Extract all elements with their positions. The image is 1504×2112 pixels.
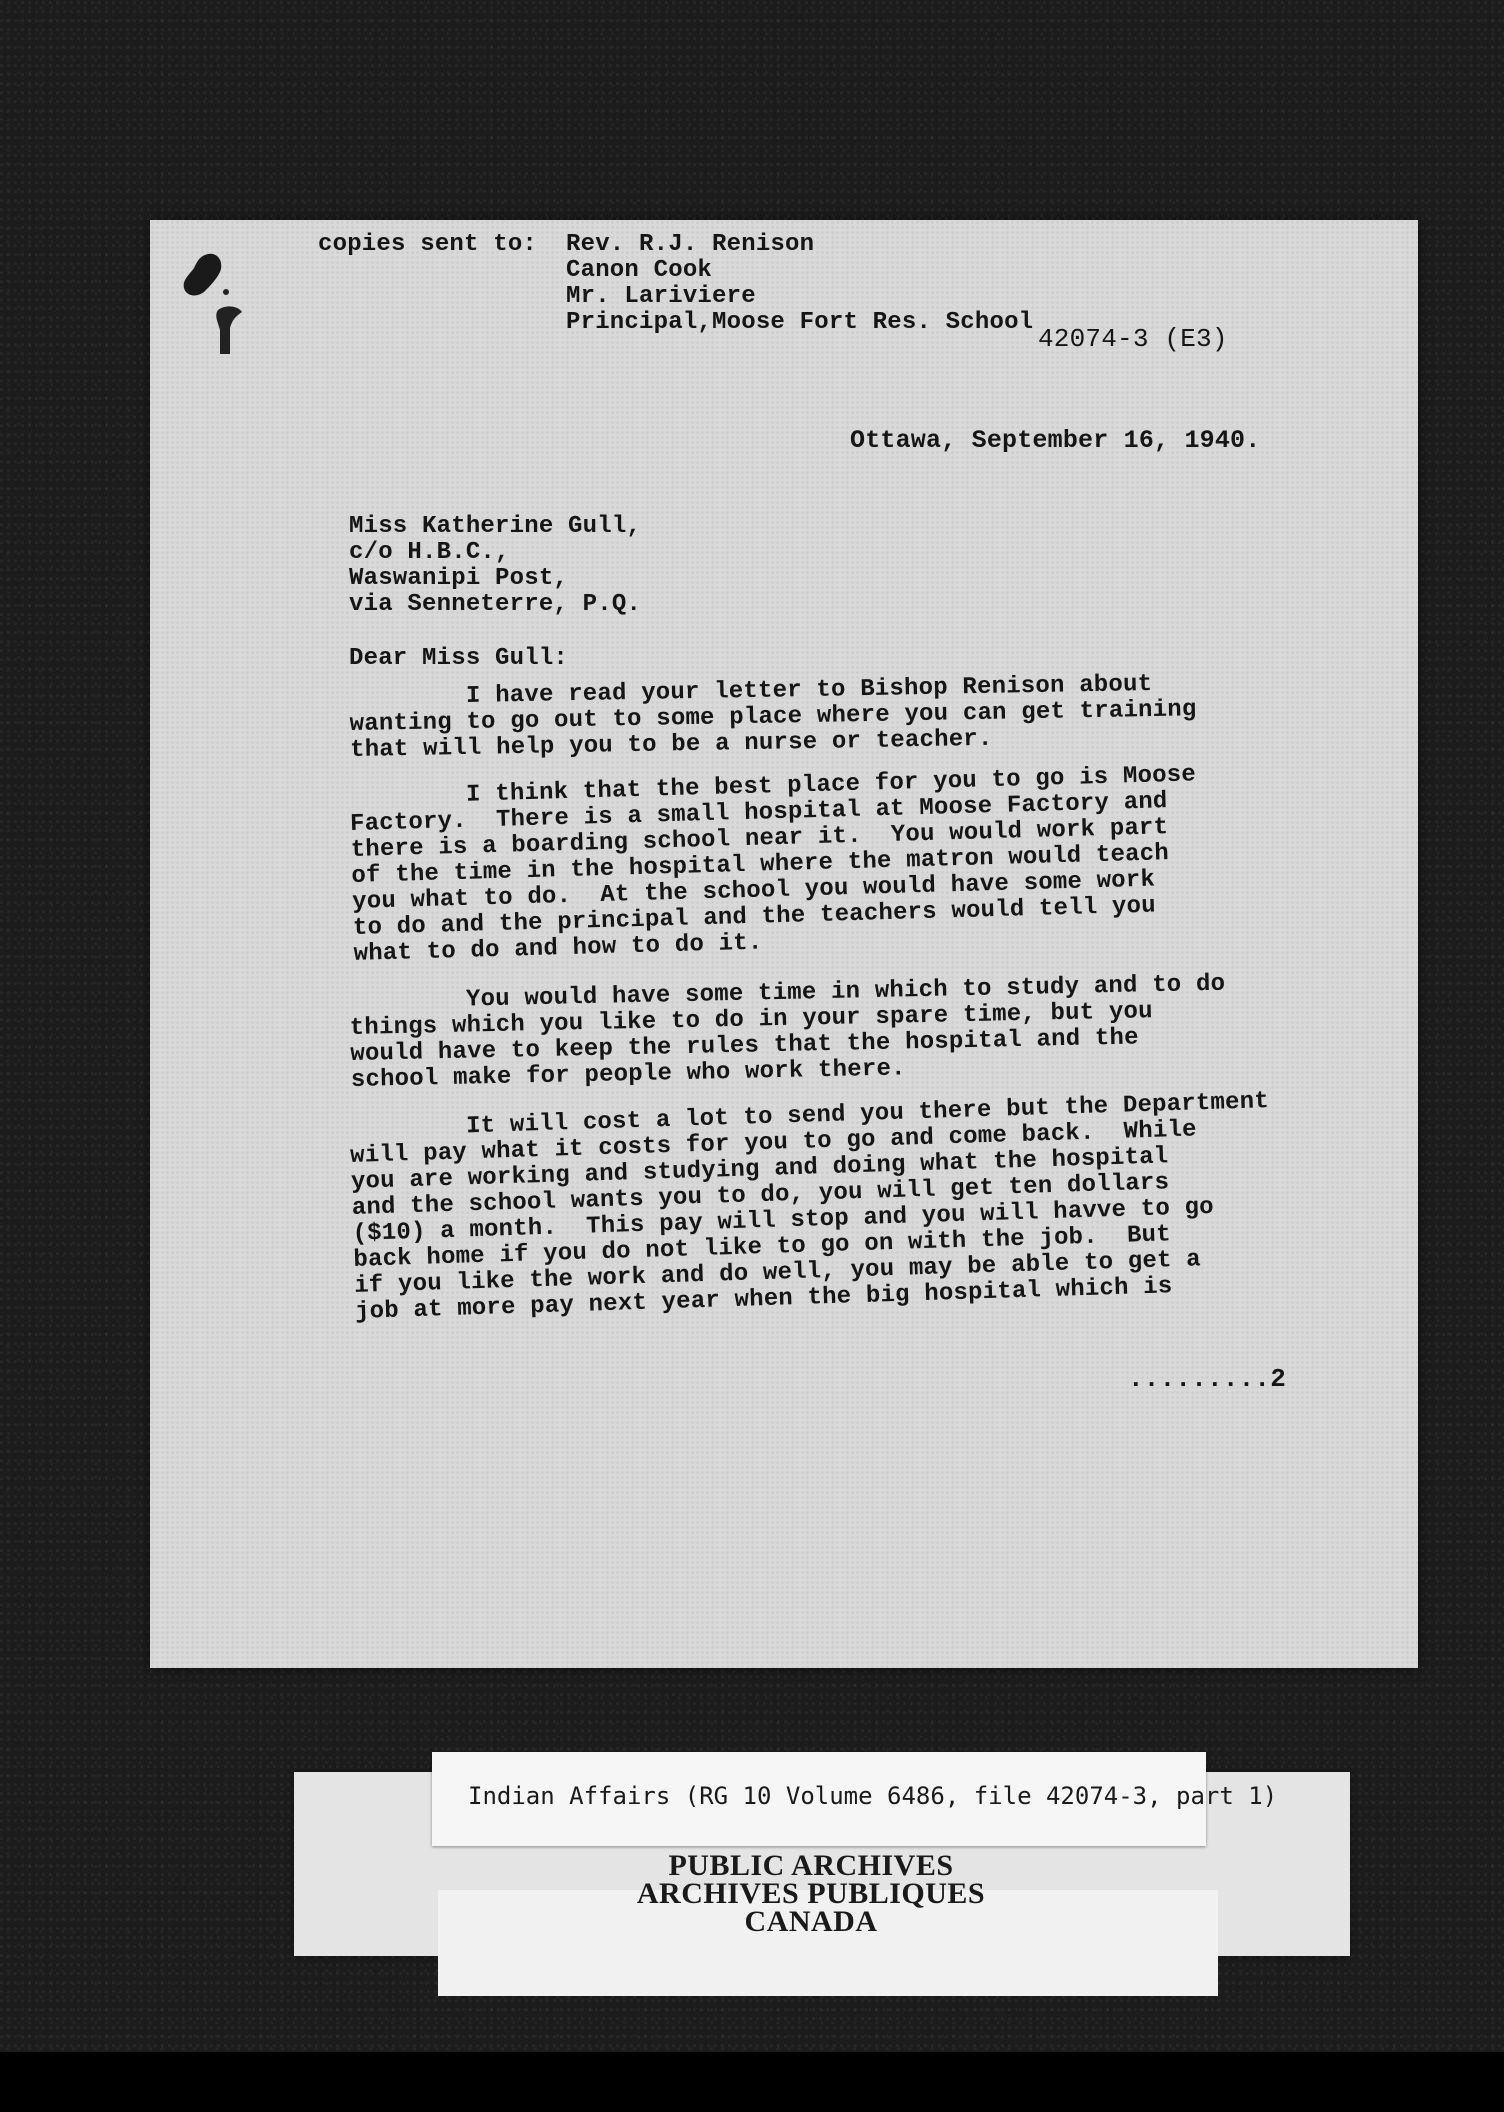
salutation: Dear Miss Gull: (349, 645, 569, 672)
copies-recipient: Mr. Lariviere (566, 283, 756, 310)
scan-border (0, 2052, 1504, 2112)
archives-stamp (596, 1849, 1026, 1938)
page-continuation-marker: .........2 (1128, 1364, 1287, 1394)
copies-recipient: Rev. R.J. Renison (566, 231, 815, 258)
copies-sent-label: copies sent to: (318, 231, 538, 258)
copies-recipient: Principal,Moose Fort Res. School (566, 309, 1034, 336)
stamp-line: ARCHIVES PUBLIQUES (636, 1877, 986, 1910)
address-line: c/o H.B.C., (349, 539, 510, 566)
letter-paragraph: It will cost a lot to send you there but the Department will pay what it costs for you to go and come back. While you are working and studying and doing what the hospital and the school wants you to do, you will get ten dollars ($10) a month. This pay will stop and you will havve to go back home if you do not like to go on with the job. But if you like the work and do well, you may be able to get a job at more pay next year when the big hospital which is (348, 1088, 1270, 1326)
copies-recipient: Canon Cook (566, 257, 713, 284)
stamp-line: CANADA (744, 1905, 878, 1938)
dateline: Ottawa, September 16, 1940. (850, 426, 1261, 455)
archive-reference-label (432, 1752, 1278, 1846)
ink-blot-mark (180, 250, 250, 360)
address-line: via Senneterre, P.Q. (349, 591, 642, 618)
letter-paragraph: You would have some time in which to study and to do things which you like to do in your spare time, but you would have to keep the rules that the hospital and the school make for people who work there. (348, 970, 1226, 1094)
stamp-line: PUBLIC ARCHIVES (668, 1849, 954, 1882)
letter-page (150, 220, 1418, 1668)
address-line: Miss Katherine Gull, (349, 513, 642, 540)
archive-reference-text: Indian Affairs (RG 10 Volume 6486, file 42074-3, part 1) (468, 1782, 1278, 1810)
copies-recipient-list (566, 232, 1033, 336)
address-line: Waswanipi Post, (349, 565, 569, 592)
file-reference: 42074-3 (E3) (1038, 324, 1228, 354)
letter-paragraph: I have read your letter to Bishop Renison about wanting to go out to some place where you can get training that will help you to be a nurse or teacher. (348, 670, 1197, 764)
recipient-address (349, 514, 641, 618)
letter-paragraph: I think that the best place for you to go is Moose Factory. There is a small hospital at Moose Factory and there is a boarding school near it. You would work part of the time in the hospital where the matron would teach you what to do. At the school you would have some work to do and the principal and the teachers would tell you what to do and how to do it. (348, 761, 1197, 968)
